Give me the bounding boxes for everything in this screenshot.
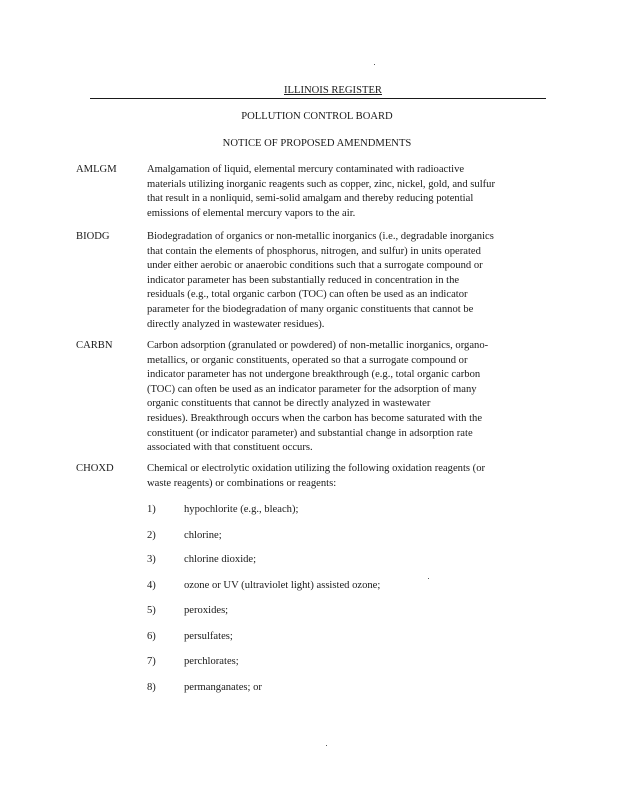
entry-description [147, 462, 547, 491]
list-item: chlorine; [184, 530, 222, 541]
list-item: permanganates; or [184, 682, 262, 693]
text-line: Amalgamation of liquid, elemental mercury contaminated with radioactive [147, 164, 465, 175]
text-line: waste reagents) or combinations or reagents: [147, 477, 337, 489]
entry-code: BIODG [76, 231, 110, 242]
list-number: 5) [147, 605, 156, 616]
header-rule [90, 98, 546, 99]
entry-code: AMLGM [76, 164, 117, 175]
list-item: persulfates; [184, 631, 233, 642]
entry-description [147, 339, 547, 456]
text-line: indicator parameter has not undergone breakthrough (e.g., total organic carbon [147, 369, 481, 381]
register-title: ILLINOIS REGISTER [284, 85, 382, 96]
list-number: 8) [147, 682, 156, 693]
text-line: that contain the elements of phosphorus, nitrogen, and sulfur) in units operated [147, 245, 481, 257]
list-number: 7) [147, 656, 156, 667]
text-line: directly analyzed in wastewater residues). [147, 318, 325, 330]
entry-description [147, 230, 547, 332]
list-item: perchlorates; [184, 656, 239, 667]
board-title: POLLUTION CONTROL BOARD [241, 111, 393, 122]
text-line: Biodegradation of organics or non-metallic inorganics (i.e., degradable inorganics [147, 231, 494, 242]
text-line: Carbon adsorption (granulated or powdered) of non-metallic inorganics, organo- [147, 340, 489, 351]
list-item: ozone or UV (ultraviolet light) assisted ozone; [184, 580, 381, 591]
notice-title: NOTICE OF PROPOSED AMENDMENTS [222, 138, 412, 149]
text-line: under either aerobic or anaerobic conditions such that a surrogate compound or [147, 260, 483, 272]
text-line: materials utilizing inorganic reagents such as copper, zinc, nickel, gold, and sulfur [147, 178, 495, 190]
list-item: hypochlorite (e.g., bleach); [184, 504, 299, 515]
list-number: 4) [147, 580, 156, 591]
list-number: 6) [147, 631, 156, 642]
scan-speck [428, 578, 429, 579]
text-line: metallics, or organic constituents, operated so that a surrogate compound or [147, 354, 468, 366]
text-line: emissions of elemental mercury vapors to the air. [147, 207, 356, 219]
text-line: that result in a nonliquid, semi-solid amalgam and thereby reducing potential [147, 193, 474, 205]
text-line: organic constituents that cannot be directly analyzed in wastewater [147, 398, 431, 410]
text-line: residues). Breakthrough occurs when the carbon has become saturated with the [147, 412, 483, 424]
text-line: (TOC) can often be used as an indicator parameter for the adsorption of many [147, 383, 477, 395]
list-item: peroxides; [184, 605, 229, 616]
list-number: 2) [147, 530, 156, 541]
text-line: constituent (or indicator parameter) and substantial change in adsorption rate [147, 427, 473, 439]
scan-speck [374, 64, 375, 65]
list-number: 1) [147, 504, 156, 515]
list-item: chlorine dioxide; [184, 554, 257, 565]
list-number: 3) [147, 554, 156, 565]
text-line: parameter for the biodegradation of many organic constituents that cannot be [147, 303, 474, 315]
scan-speck [326, 745, 327, 746]
text-line: residuals (e.g., total organic carbon (TOC) can often be used as an indicator [147, 289, 468, 301]
text-line: indicator parameter has been substantially reduced in concentration in the [147, 274, 460, 286]
text-line: associated with that constituent occurs. [147, 442, 313, 454]
text-line: Chemical or electrolytic oxidation utilizing the following oxidation reagents (or [147, 463, 486, 474]
entry-code: CHOXD [76, 463, 114, 474]
entry-code: CARBN [76, 340, 113, 351]
entry-description [147, 163, 547, 221]
